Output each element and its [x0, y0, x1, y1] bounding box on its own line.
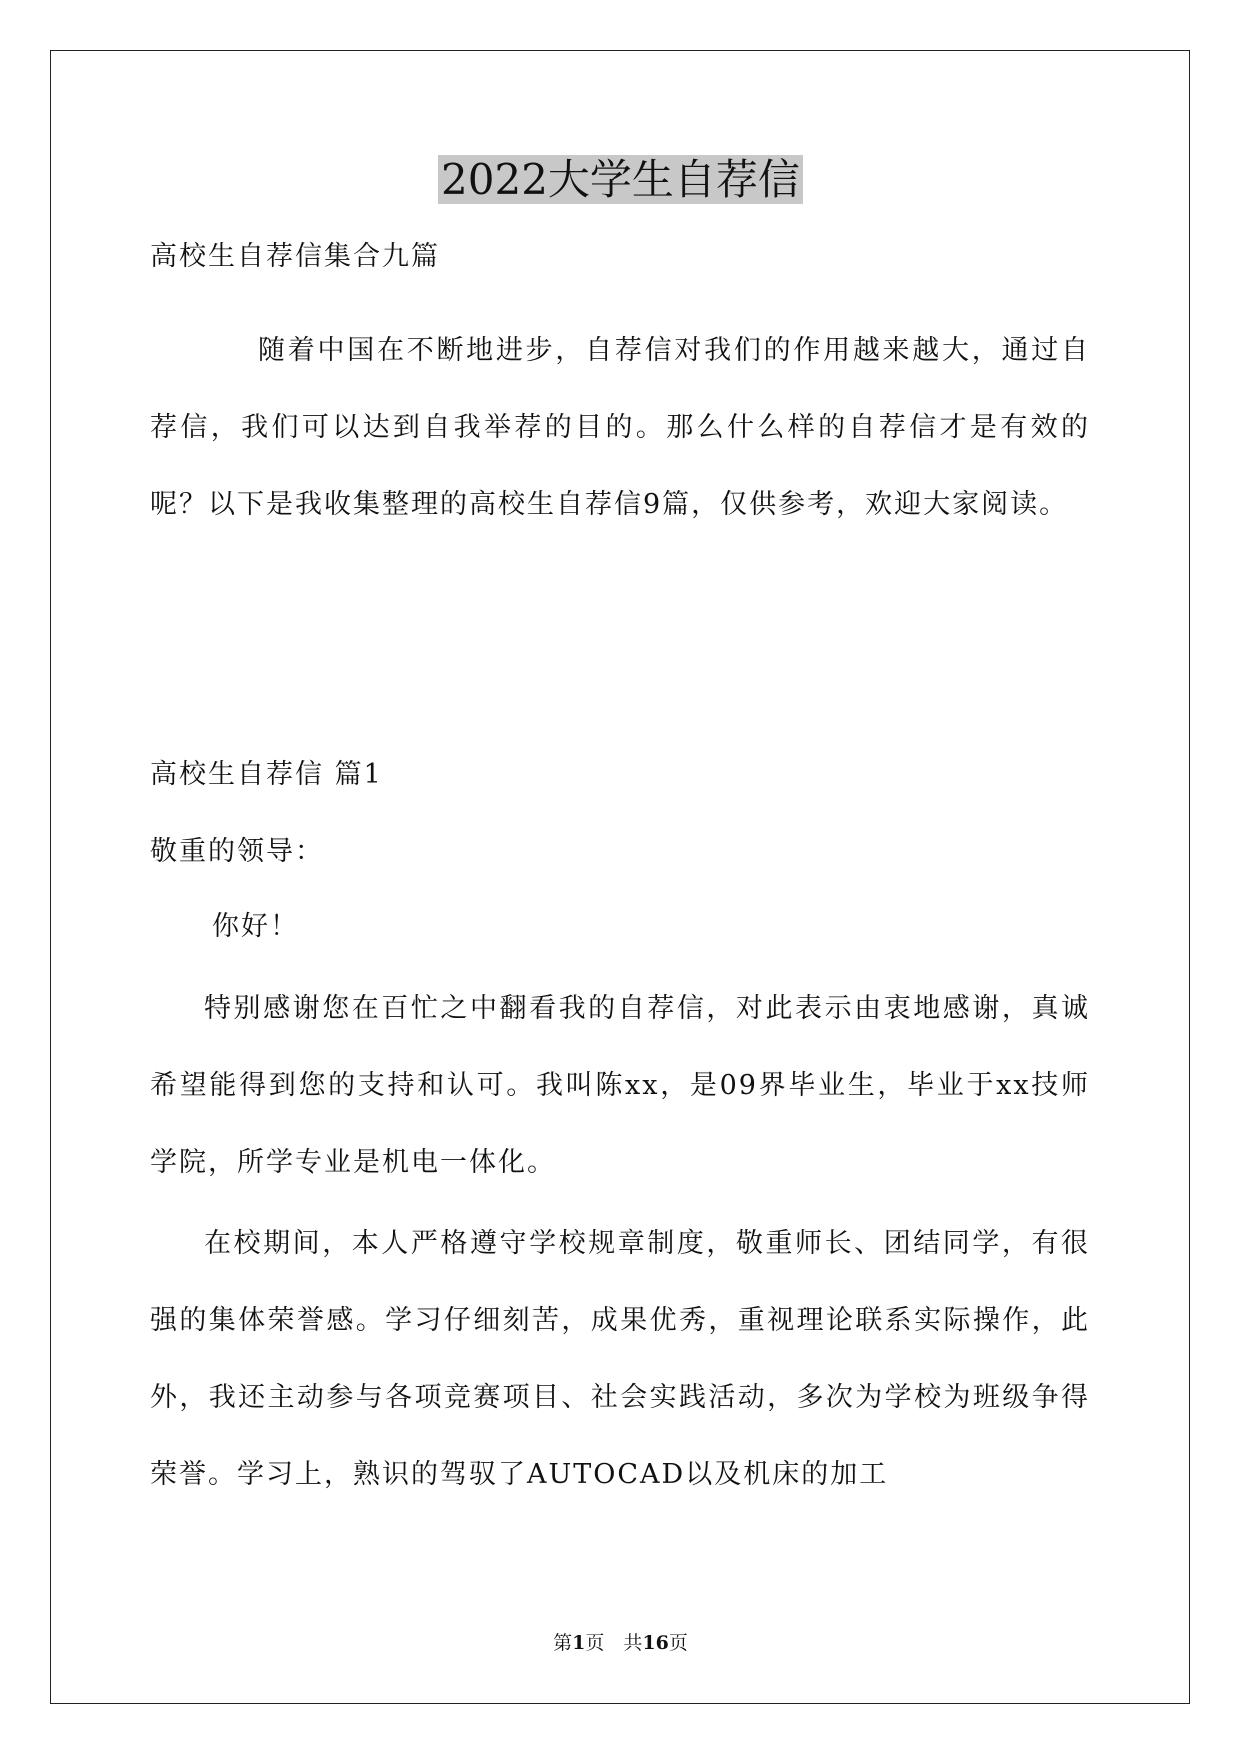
body-paragraph-2 — [150, 1205, 1090, 1513]
page-footer — [0, 1630, 1241, 1656]
section-heading-text: 高校生自荐信 篇1 — [150, 759, 383, 790]
salutation — [150, 832, 1090, 872]
intro-paragraph: 随着中国在不断地进步，自荐信对我们的作用越来越大，通过自荐信，我们可以达到自我举荐的目的。那么什么样的自荐信才是有效的呢？以下是我收集整理的高校生自荐信9篇，仅供参考，欢迎大家阅读。 — [150, 335, 1090, 520]
paragraph-text: 在校期间，本人严格遵守学校规章制度，敬重师长、团结同学，有很强的集体荣誉感。学习仔细刻苦，成果优秀，重视理论联系实际操作，此外，我还主动参与各项竞赛项目、社会实践活动，多次为学校为班级争得荣誉。学习上，熟识的驾驭了AUTOCAD以及机床的加工 — [150, 1228, 1090, 1490]
greeting-text: 你好！ — [212, 911, 299, 942]
document-title-text: 2022大学生自荐信 — [438, 155, 803, 204]
salutation-text: 敬重的领导： — [150, 836, 324, 867]
total-page-number: 16 — [642, 1632, 669, 1654]
greeting — [150, 907, 1090, 947]
subtitle-text: 高校生自荐信集合九篇 — [150, 241, 440, 272]
intro-block — [150, 312, 1090, 543]
current-page-number: 1 — [572, 1632, 586, 1654]
paragraph-text: 特别感谢您在百忙之中翻看我的自荐信，对此表示由衷地感谢，真诚希望能得到您的支持和认可。我叫陈xx，是09界毕业生，毕业于xx技师学院，所学专业是机电一体化。 — [150, 993, 1090, 1178]
body-paragraph-1 — [150, 970, 1090, 1201]
document-subtitle — [150, 237, 1090, 277]
document-title — [0, 150, 1241, 210]
section-heading — [150, 755, 1090, 795]
footer-prefix: 第 — [553, 1632, 573, 1654]
footer-suffix: 页 — [668, 1632, 688, 1654]
footer-middle: 页 共 — [585, 1632, 643, 1654]
